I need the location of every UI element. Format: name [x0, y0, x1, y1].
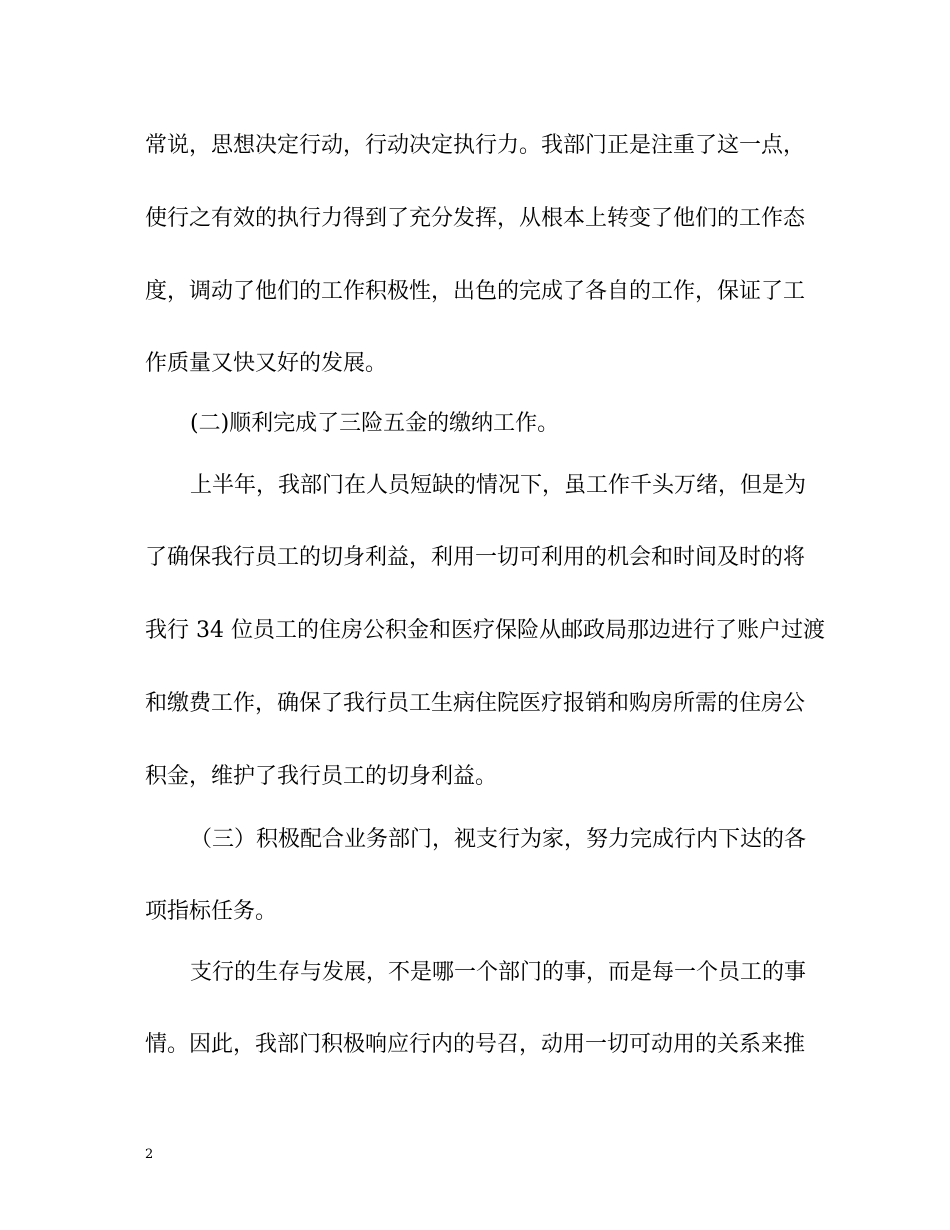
text-line: 支行的生存与发展，不是哪一个部门的事，而是每一个员工的事: [190, 960, 807, 985]
text-line: 了确保我行员工的切身利益，利用一切可利用的机会和时间及时的将: [145, 545, 806, 570]
text-line: 积金，维护了我行员工的切身利益。: [145, 764, 498, 789]
section-heading: (二)顺利完成了三险五金的缴纳工作。: [190, 411, 560, 436]
text-line: 常说，思想决定行动，行动决定执行力。我部门正是注重了这一点，: [145, 133, 806, 158]
text-line: 度，调动了他们的工作积极性，出色的完成了各自的工作，保证了工: [145, 279, 806, 304]
section-heading: （三）积极配合业务部门，视支行为家，努力完成行内下达的各: [190, 827, 807, 852]
text-line: 情。因此，我部门积极响应行内的号召，动用一切可动用的关系来推: [145, 1032, 806, 1057]
text-line: 我行 34 位员工的住房公积金和医疗保险从邮政局那边进行了账户过渡: [145, 618, 825, 643]
text-line: 和缴费工作，确保了我行员工生病住院医疗报销和购房所需的住房公: [145, 691, 806, 716]
text-line: 项指标任务。: [145, 899, 278, 924]
page-number: 2: [145, 1147, 154, 1162]
text-line: 作质量又快又好的发展。: [145, 351, 388, 376]
text-line: 上半年，我部门在人员短缺的情况下，虽工作千头万绪，但是为: [190, 473, 807, 498]
text-line: 使行之有效的执行力得到了充分发挥，从根本上转变了他们的工作态: [145, 206, 806, 231]
